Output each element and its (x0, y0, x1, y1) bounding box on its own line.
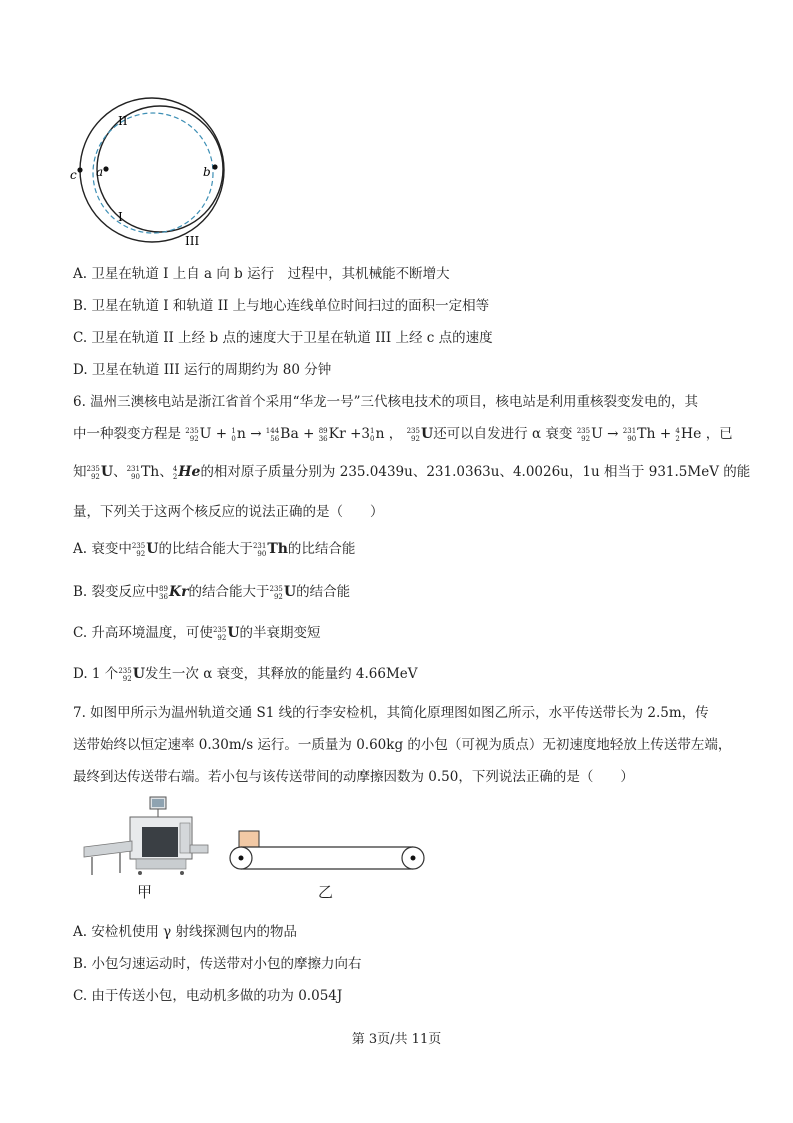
q6-option-d: D. 1 个 235 92 U发生一次 α 衰变，其释放的能量约 4.66MeV (73, 666, 418, 683)
q5-option-b: B. 卫星在轨道 I 和轨道 II 上与地心连线单位时间扫过的面积一定相等 (73, 298, 490, 314)
q7-option-a: A. 安检机使用 γ 射线探测包内的物品 (73, 924, 297, 940)
label-c: c (70, 168, 77, 182)
q7-line1: 7. 如图甲所示为温州轨道交通 S1 线的行李安检机，其简化原理图如图乙所示，水平传送带长为 2.5m，传 (73, 705, 709, 721)
nuclide-n-3: 1 0 n (370, 426, 385, 443)
nuclide-U235: 235 92 U (131, 541, 159, 558)
q6-line3: 知 235 92 U、 231 90 Th、 4 2 He的相对原子质量分别为 235.0439u、231.0363u、4.0026u，1u 相当于 931.5MeV 的能 (73, 464, 751, 481)
q7-option-b: B. 小包匀速运动时，传送带对小包的摩擦力向右 (73, 956, 362, 972)
q7-line3: 最终到达传送带右端。若小包与该传送带间的动摩擦因数为 0.50，下列说法正确的是（ ） (73, 769, 634, 785)
nuclide-Th: 231 90 Th (252, 541, 288, 558)
orbit-I-dashed (93, 113, 213, 233)
q6-option-c: C. 升高环境温度，可使 235 92 U的半衰期变短 (73, 625, 321, 642)
fission-equation: 235 92 U + 1 0 n → 144 56 Ba + 89 36 Kr +3 1 0 n (185, 426, 385, 443)
nuclide-U235: 235 92 U (576, 426, 603, 443)
q6-option-a: A. 衰变中 235 92 U的比结合能大于 231 90 Th的比结合能 (73, 541, 356, 558)
q5-option-d: D. 卫星在轨道 III 运行的周期约为 80 分钟 (73, 362, 332, 378)
label-yi: 乙 (318, 883, 334, 901)
nuclide-Kr: 89 36 Kr (318, 426, 346, 443)
label-III: III (185, 234, 200, 248)
alpha-decay-equation: 235 92 U → 231 90 Th + 4 2 He (576, 426, 702, 443)
nuclide-U235: 235 92 U (86, 464, 114, 481)
nuclide-Ba: 144 56 Ba (265, 426, 299, 443)
conveyor-diagram (225, 825, 435, 885)
q6-option-b: B. 裂变反应中 89 36 Kr的结合能大于 235 92 U的结合能 (73, 584, 351, 601)
security-scanner-image (80, 795, 210, 885)
label-I: I (118, 210, 123, 224)
nuclide-U235: 235 92 U (118, 666, 145, 683)
q6-line2: 中一种裂变方程是 235 92 U + 1 0 n → 144 56 Ba + 89 36 Kr +3 1 0 n ， 235 92 U还可以自发进行 α 衰变 235 92 U → 231 90 Th + 4 2 He ，已 (73, 426, 733, 443)
q6-line1: 6. 温州三澳核电站是浙江省首个采用“华龙一号”三代核电技术的项目，核电站是利用重核裂变发电的，其 (73, 394, 698, 410)
label-II: II (118, 114, 128, 128)
q7-line2: 送带始终以恒定速率 0.30m/s 运行。一质量为 0.60kg 的小包（可视为质点）无初速度地轻放上传送带左端， (73, 737, 732, 753)
package (239, 831, 259, 847)
nuclide-He: 4 2 He (172, 464, 201, 481)
nuclide-U235: 235 92 U (406, 426, 434, 443)
nuclide-He: 4 2 He (675, 426, 702, 443)
q6-line4: 量，下列关于这两个核反应的说法正确的是（ ） (73, 504, 384, 520)
q5-option-c: C. 卫星在轨道 II 上经 b 点的速度大于卫星在轨道 III 上经 c 点的速度 (73, 330, 493, 346)
q7-option-c: C. 由于传送小包，电动机多做的功为 0.054J (73, 988, 343, 1004)
page-footer: 第 3页/共 11页 (351, 1032, 442, 1047)
label-jia: 甲 (137, 883, 153, 901)
orbit-figure (60, 95, 240, 255)
label-a: a (96, 165, 104, 179)
point-a (103, 166, 108, 171)
nuclide-U235: 235 92 U (269, 584, 297, 601)
nuclide-U235: 235 92 U (185, 426, 212, 443)
nuclide-n: 1 0 n (231, 426, 246, 443)
label-b: b (203, 165, 211, 179)
nuclide-Th: 231 90 Th (126, 464, 160, 481)
point-c (77, 167, 82, 172)
nuclide-U235: 235 92 U (212, 625, 240, 642)
nuclide-Th: 231 90 Th (622, 426, 656, 443)
point-b (212, 164, 217, 169)
q5-option-a: A. 卫星在轨道 I 上自 a 向 b 运行 过程中，其机械能不断增大 (73, 266, 450, 282)
nuclide-Kr: 89 36 Kr (159, 584, 189, 601)
